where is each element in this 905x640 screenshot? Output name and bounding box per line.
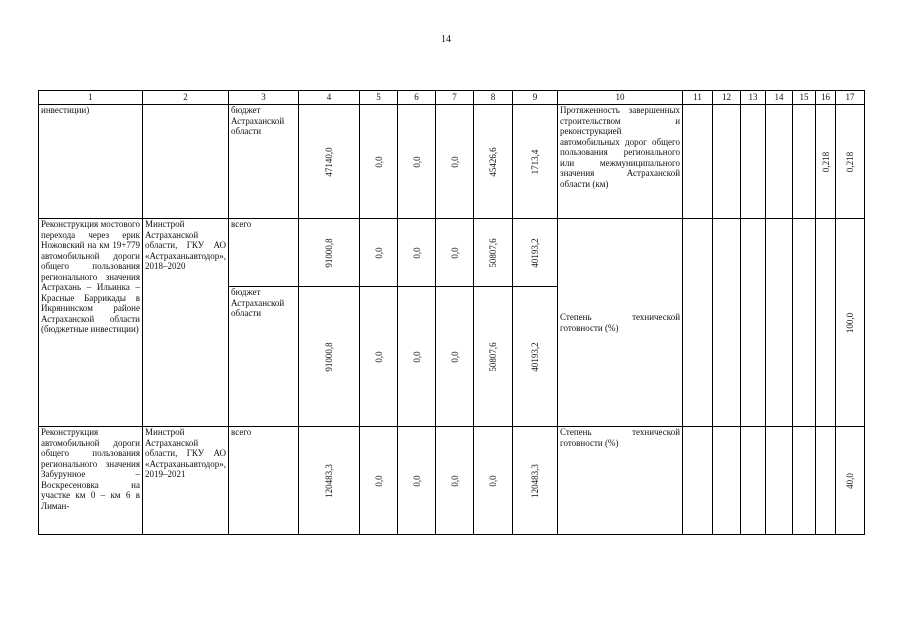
value-cell: 0,218: [816, 105, 836, 219]
value-cell: 120483,3: [299, 427, 360, 535]
header-cell: 2: [143, 91, 229, 105]
table-row: [39, 219, 865, 287]
empty-cell: [793, 427, 816, 535]
header-cell: 14: [766, 91, 793, 105]
header-cell: 3: [229, 91, 299, 105]
page-number: 14: [441, 34, 451, 45]
value-cell: 40,0: [836, 427, 865, 535]
value-cell: 0,0: [360, 219, 398, 287]
executor-cell: [143, 105, 229, 219]
value-cell: 120483,3: [513, 427, 558, 535]
value-cell: 45426,6: [474, 105, 513, 219]
funding-source-cell: бюджет Астраханской области: [229, 287, 299, 427]
empty-cell: [683, 105, 713, 219]
value-cell: 0,218: [836, 105, 865, 219]
value-cell: 0,0: [398, 287, 436, 427]
empty-cell: [713, 427, 741, 535]
executor-cell: Минстрой Астраханской области, ГКУ АО «Астраханьавтодор», 2019–2021: [143, 427, 229, 535]
empty-cell: [766, 105, 793, 219]
value-cell: 0,0: [398, 219, 436, 287]
header-cell: 4: [299, 91, 360, 105]
table-row: [39, 427, 865, 535]
header-cell: 10: [558, 91, 683, 105]
empty-cell: [683, 427, 713, 535]
funding-source-cell: всего: [229, 219, 299, 287]
value-cell: 0,0: [436, 105, 474, 219]
funding-source-cell: всего: [229, 427, 299, 535]
indicator-cell: Протяженность завершенных строительством и реконструкцией автомобильных дорог общего пользования регионального или межмуниципального значения Астраханской области (км): [558, 105, 683, 219]
program-table: [38, 90, 865, 535]
header-cell: 7: [436, 91, 474, 105]
value-cell: 0,0: [436, 427, 474, 535]
column-number-row: [39, 91, 865, 105]
empty-cell: [793, 105, 816, 219]
value-cell: 0,0: [360, 287, 398, 427]
value-cell: 0,0: [360, 105, 398, 219]
header-cell: 5: [360, 91, 398, 105]
empty-cell: [713, 105, 741, 219]
value-cell: 40193,2: [513, 287, 558, 427]
object-name-cell: Реконструкция мостового перехода через ерик Ножовский на км 19+779 автомобильной дороги общего пользования регионального значения Астрахань – Ильинка – Красные Баррикады в Икрянинском районе Астраханской области (бюджетные инвестиции): [39, 219, 143, 427]
header-cell: 9: [513, 91, 558, 105]
object-name-cell: Реконструкция автомобильной дороги общего пользования регионального значения Забурунное – Воскресеновка на участке км 0 – км 6 в Лиман-: [39, 427, 143, 535]
empty-cell: [713, 219, 741, 427]
object-name-cell: инвестиции): [39, 105, 143, 219]
value-cell: 91000,8: [299, 287, 360, 427]
empty-cell: [766, 427, 793, 535]
indicator-cell: Степень технической готовности (%): [558, 219, 683, 427]
value-cell: 0,0: [360, 427, 398, 535]
value-cell: 40193,2: [513, 219, 558, 287]
header-cell: 11: [683, 91, 713, 105]
value-cell: 47140,0: [299, 105, 360, 219]
value-cell: 100,0: [836, 219, 865, 427]
value-cell: 50807,6: [474, 219, 513, 287]
value-cell: 0,0: [436, 287, 474, 427]
header-cell: 6: [398, 91, 436, 105]
value-cell: 1713,4: [513, 105, 558, 219]
value-cell: 50807,6: [474, 287, 513, 427]
value-cell: 0,0: [474, 427, 513, 535]
header-cell: 12: [713, 91, 741, 105]
empty-cell: [793, 219, 816, 427]
header-cell: 16: [816, 91, 836, 105]
empty-cell: [741, 105, 766, 219]
empty-cell: [816, 219, 836, 427]
executor-cell: Минстрой Астраханской области, ГКУ АО «Астраханьавтодор», 2018–2020: [143, 219, 229, 427]
indicator-cell: Степень технической готовности (%): [558, 427, 683, 535]
empty-cell: [683, 219, 713, 427]
value-cell: 0,0: [436, 219, 474, 287]
header-cell: 8: [474, 91, 513, 105]
header-cell: 15: [793, 91, 816, 105]
value-cell: 0,0: [398, 105, 436, 219]
table-row: [39, 105, 865, 219]
value-cell: 91000,8: [299, 219, 360, 287]
empty-cell: [741, 219, 766, 427]
value-cell: 0,0: [398, 427, 436, 535]
funding-source-cell: бюджет Астраханской области: [229, 105, 299, 219]
header-cell: 1: [39, 91, 143, 105]
header-cell: 13: [741, 91, 766, 105]
empty-cell: [741, 427, 766, 535]
empty-cell: [766, 219, 793, 427]
empty-cell: [816, 427, 836, 535]
header-cell: 17: [836, 91, 865, 105]
